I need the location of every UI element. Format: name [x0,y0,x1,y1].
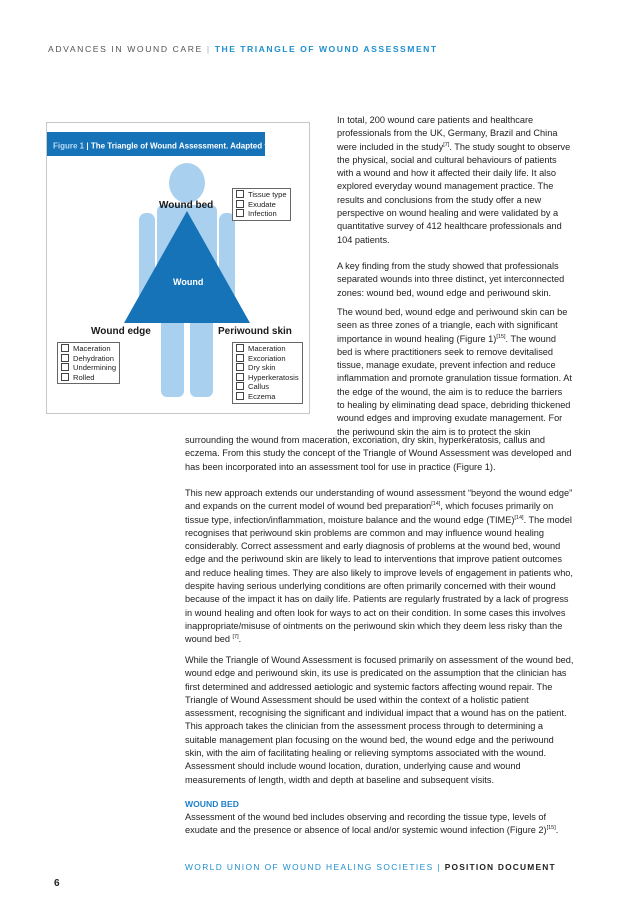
periwound-checklist [232,342,303,404]
label-wound-edge: Wound edge [91,326,151,337]
checkbox-icon [236,363,244,371]
checkbox-icon [236,344,244,352]
figure-number: Figure 1 [53,141,85,151]
checklist-item: Dehydration [61,354,116,364]
checkbox-icon [61,354,69,362]
figure-caption-separator: | [86,141,89,151]
checklist-item: Maceration [236,344,299,354]
checkbox-icon [236,200,244,208]
figure-title: The Triangle of Wound Assessment. Adapted from [90,141,283,151]
checklist-item: Eczema [236,392,299,402]
checkbox-icon [236,190,244,198]
header-journal: ADVANCES IN WOUND CARE [48,44,203,54]
silhouette-head [169,163,205,203]
checkbox-icon [61,344,69,352]
label-wound-bed: Wound bed [159,200,214,211]
checklist-item: Dry skin [236,363,299,373]
checkbox-icon [236,392,244,400]
checkbox-icon [61,373,69,381]
figure-1 [46,122,310,414]
footer-organisation: WORLD UNION OF WOUND HEALING SOCIETIES [185,862,434,872]
checklist-item: Rolled [61,373,116,383]
footer-doc-type: POSITION DOCUMENT [444,862,556,872]
checkbox-icon [236,382,244,390]
checkbox-icon [61,363,69,371]
checklist-item: Excoriation [236,354,299,364]
checklist-item: Undermining [61,363,116,373]
paragraph-wound-bed: Assessment of the wound bed includes observing and recording the tissue type, levels of exudate and the presence or absence of local and/or systemic wound infection (Figure 2)[15]. [185,812,559,836]
paragraph-three-zones-continued: surrounding the wound from maceration, excoriation, dry skin, hyperkeratosis, callus and eczema. From this study the concept of the Triangle of Wound Assessment was developed and has been incorporated into an assessment tool for use in practice (Figure 1). [185,435,572,472]
paragraph-holistic-assessment: While the Triangle of Wound Assessment is focused primarily on assessment of the wound bed, wound edge and periwound skin, its use is predicated on the assumption that the clinician has first determined and addressed aetiologic and systemic factors affecting wound repair. The Triangle of Wound Assessment should be used within the context of a holistic patient assessment, recognising the significant and individual impact that a wound has on the patient. This approach takes the clinician from the assessment process through to determining a suitable management plan focusing on the wound bed, the wound edge and the periwound skin, with the aim of facilitating healing or relieving symptoms associated with the wound. Assessment should include wound location, duration, underlying cause and wound measurements of length, width and depth at baseline and subsequent visits. [185,655,574,785]
checklist-item: Hyperkeratosis [236,373,299,383]
figure-caption [47,132,292,156]
running-footer [185,862,556,872]
checklist-item: Infection [236,209,287,219]
checklist-item: Callus [236,382,299,392]
paragraph-study: In total, 200 wound care patients and healthcare professionals from the UK, Germany, Brazil and China were included in the study[7]. The study sought to observe the physical, social and cultural behaviours of patients with a wound and how it affected their daily life. It also explored everyday wound management practice. The results and conclusions from the study offer a new perspective on wound healing and were validated by a quantitative survey of 412 healthcare professionals and 104 patients. [337,115,571,245]
label-wound: Wound [173,277,204,287]
checklist-item: Exudate [236,200,287,210]
paragraph-three-zones: The wound bed, wound edge and periwound skin can be seen as three zones of a triangle, each with significant importance in wound healing (Figure 1)[15]. The wound bed is where practitioners seek to remove devitalised tissue, manage exudate, prevent infection and reduce inflammation and promote granulation tissue formation. At the edge of the wound, the aim is to reduce the barriers to healing by eliminating dead space, debriding thickened wound edges and improving exudate management. For the periwound skin the aim is to protect the skin [337,307,572,437]
figure-ref: [13] [282,141,292,147]
checklist-item: Tissue type [236,190,287,200]
checkbox-icon [236,209,244,217]
page-number: 6 [54,878,60,889]
header-section: THE TRIANGLE OF WOUND ASSESSMENT [214,44,438,54]
checkbox-icon [236,354,244,362]
running-header [48,44,438,54]
wound-bed-checklist [232,188,291,221]
section-heading-wound-bed: WOUND BED [185,799,239,809]
wound-edge-checklist [57,342,120,384]
label-periwound-skin: Periwound skin [218,326,292,337]
paragraph-new-approach: This new approach extends our understanding of wound assessment “beyond the wound edge” and expands on the current model of wound bed preparation[14], which focuses primarily on tissue type, infection/inflammation, moisture balance and the wound edge (TIME)[14]. The model recognises that periwound skin problems are common and may influence wound healing considerably. Correct assessment and early diagnosis of problems at the wound bed, wound edge and the periwound skin are likely to lead to interventions that improve patient outcomes and reduce healing times. They are also likely to improve levels of engagement in patients who, despite having serious underlying conditions are often primarily concerned with their wound because of the impact it has on daily life. Patients are regularly frustrated by a lack of progress in wound healing and often look for ways to act on their condition. In some cases this involves inappropriate/misuse of ointments on the periwound skin which they deem less risky than the wound bed [7]. [185,488,573,645]
paragraph-key-finding: A key finding from the study showed that professionals separated wounds into three distinct, yet interconnected zones: wound bed, wound edge and periwound skin. [337,261,565,298]
header-separator: | [206,44,211,54]
footer-separator: | [437,862,441,872]
checkbox-icon [236,373,244,381]
checklist-item: Maceration [61,344,116,354]
